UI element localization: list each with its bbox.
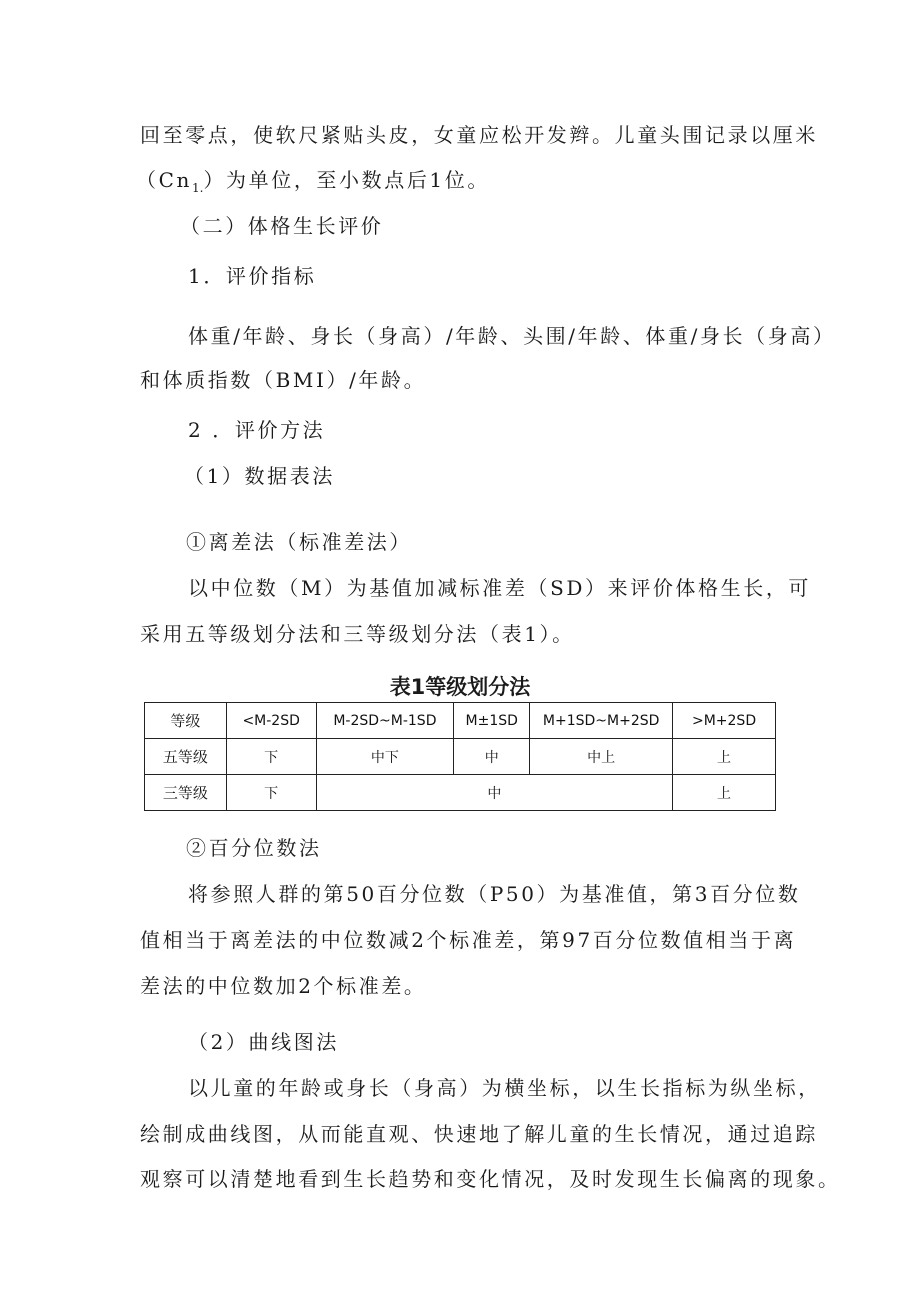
table-header-row — [145, 703, 776, 739]
table-cell: 中上 — [530, 739, 673, 775]
table-cell: M±1SD — [454, 703, 530, 739]
table-cell: 上 — [673, 739, 776, 775]
text-line: 体重/年龄、身长（身高）/年龄、头围/年龄、体重/身长（身高） — [188, 324, 836, 348]
text-line: 观察可以清楚地看到生长趋势和变化情况，及时发现生长偏离的现象。 — [140, 1167, 841, 1191]
text-segment: ）为单位，至小数点后1位。 — [203, 168, 490, 192]
table-row — [145, 775, 776, 811]
text-line: 差法的中位数加2个标准差。 — [140, 974, 427, 998]
text-line: 值相当于离差法的中位数减2个标准差，第97百分位数值相当于离 — [140, 928, 797, 952]
table-cell: 等级 — [145, 703, 227, 739]
text-line: 以中位数（M）为基值加减标准差（SD）来评价体格生长，可 — [188, 576, 812, 600]
text-line: 采用五等级划分法和三等级划分法（表1）。 — [140, 622, 575, 646]
table-cell: >M+2SD — [673, 703, 776, 739]
table-cell: <M-2SD — [226, 703, 316, 739]
table-cell: M+1SD~M+2SD — [530, 703, 673, 739]
table-cell: 五等级 — [145, 739, 227, 775]
table-cell: 三等级 — [145, 775, 227, 811]
text-line: 将参照人群的第50百分位数（P50）为基准值，第3百分位数 — [188, 882, 801, 906]
text-line: 以儿童的年龄或身长（身高）为横坐标，以生长指标为纵坐标， — [188, 1076, 821, 1100]
text-line: 回至零点，使软尺紧贴头皮，女童应松开发辫。儿童头围记录以厘米 — [140, 123, 818, 147]
subsection-heading: （1）数据表法 — [184, 464, 335, 488]
text-line — [136, 166, 490, 202]
text-line: 绘制成曲线图，从而能直观、快速地了解儿童的生长情况，通过追踪 — [140, 1122, 818, 1146]
subsection-heading: 2 ．评价方法 — [188, 418, 326, 442]
text-line: 和体质指数（BMI）/年龄。 — [140, 368, 427, 392]
table-cell: 中 — [454, 739, 530, 775]
table-row — [145, 739, 776, 775]
table-cell: M-2SD~M-1SD — [316, 703, 454, 739]
subscript: 1. — [191, 181, 204, 195]
section-heading: （二）体格生长评价 — [180, 214, 384, 238]
table-cell: 中 — [316, 775, 673, 811]
table-cell: 下 — [226, 739, 316, 775]
table-caption: 表1等级划分法 — [389, 675, 531, 699]
table-cell: 中下 — [316, 739, 454, 775]
grade-table — [144, 702, 776, 811]
table-cell: 下 — [226, 775, 316, 811]
subsection-heading: 1．评价指标 — [188, 264, 317, 288]
subsection-heading: ②百分位数法 — [186, 836, 322, 860]
table-cell: 上 — [673, 775, 776, 811]
text-segment: （Cn — [136, 168, 192, 192]
subsection-heading: ①离差法（标准差法） — [186, 530, 412, 554]
subsection-heading: （2）曲线图法 — [188, 1030, 339, 1054]
